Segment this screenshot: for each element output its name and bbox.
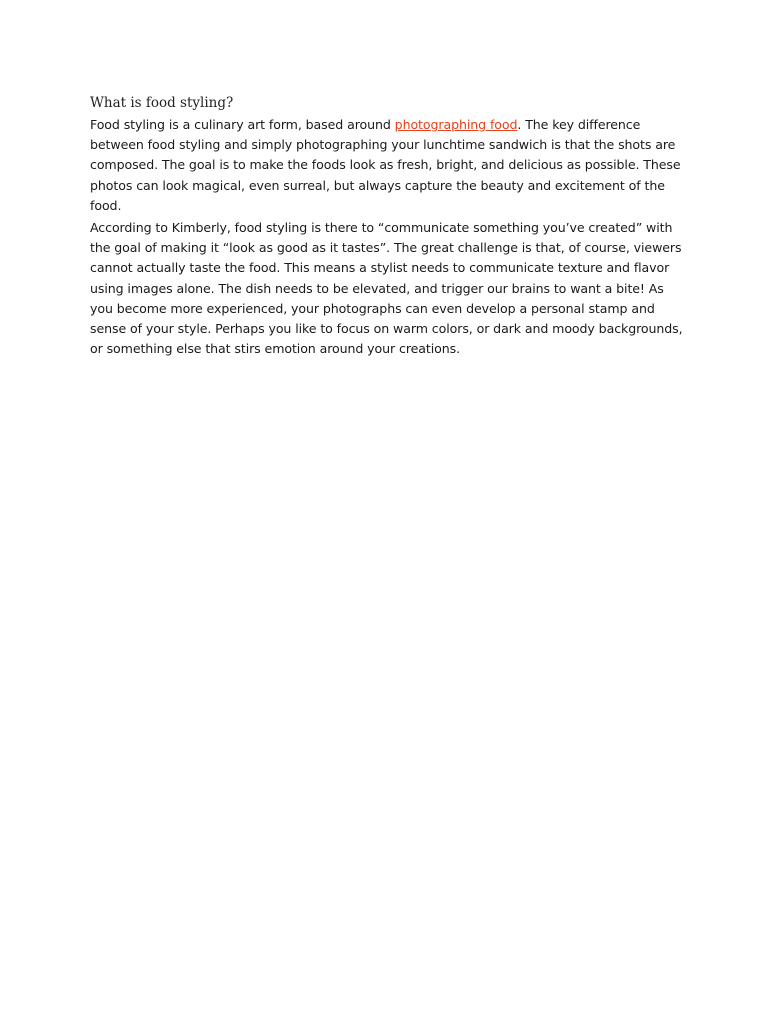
paragraph-1 [90, 115, 690, 216]
photographing-food-link[interactable]: photographing food [394, 117, 518, 132]
page-title: What is food styling? [90, 95, 234, 111]
document-body [90, 93, 690, 361]
paragraph-2: According to Kimberly, food styling is there to “communicate something you’ve created” with the goal of making it “look as good as it tastes”. The great challenge is that, of course, viewers cannot actually taste the food. This means a stylist needs to communicate texture and flavor using images alone. The dish needs to be elevated, and trigger our brains to want a bite! As you become more experienced, your photographs can even develop a personal stamp and sense of your style. Perhaps you like to focus on warm colors, or dark and moody backgrounds, or something else that stirs emotion around your creations. [90, 220, 683, 357]
paragraph-1-text-end: . The key difference between food styling and simply photographing your lunchtime sandwich is that the shots are composed. The goal is to make the foods look as fresh, bright, and delicious as possible. These photos can look magical, even surreal, but always capture the beauty and excitement of the food. [90, 117, 681, 213]
paragraph-1-text-start: Food styling is a culinary art form, based around [90, 117, 395, 132]
